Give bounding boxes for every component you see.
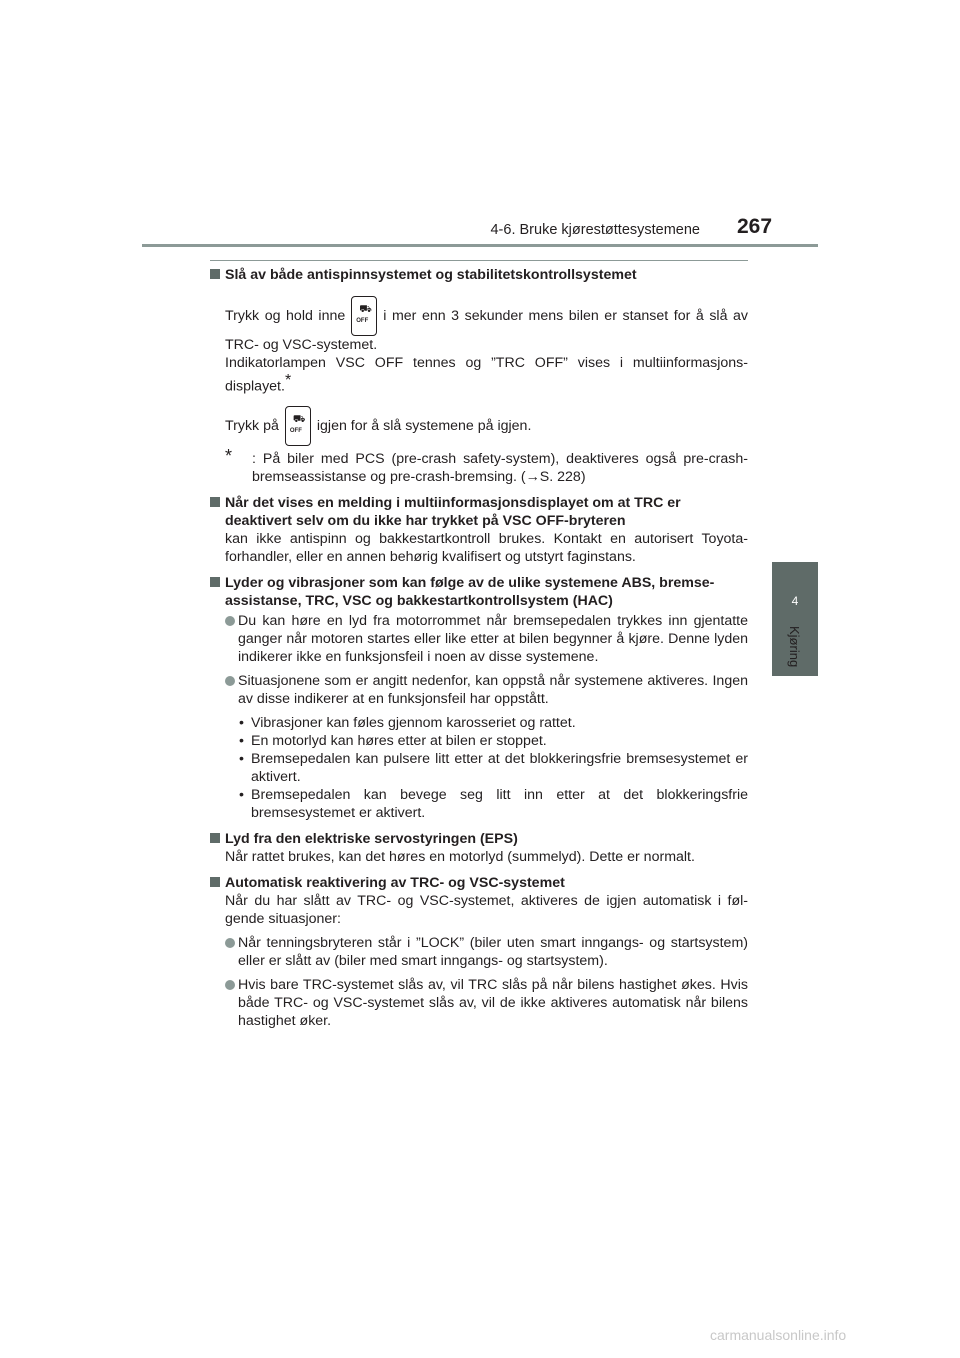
paragraph xyxy=(210,406,748,446)
section-heading xyxy=(210,266,748,284)
section-heading xyxy=(210,874,748,892)
section-title: Når det vises en melding i multiinformasjonsdisplayet om at TRC er deaktivert selv om du ikke har trykket på VSC OFF-bryteren xyxy=(225,494,681,529)
main-content xyxy=(210,266,748,1038)
off-label: OFF xyxy=(356,318,369,324)
chapter-number: 4 xyxy=(791,594,799,608)
section-heading xyxy=(210,574,748,610)
section-vsc-off xyxy=(210,266,748,486)
section-heading xyxy=(210,494,748,530)
car-skid-icon: ⛟ xyxy=(359,304,372,315)
sub-list-item: • Bremsepedalen kan pulsere litt etter at det blokkeringsfrie bremsesystemet er aktivert. xyxy=(239,750,748,785)
section-title: Lyd fra den elektriske servostyringen (EPS) xyxy=(225,830,518,847)
section-title: Slå av både antispinnsystemet og stabilitetskontrollsystemet xyxy=(225,267,637,283)
text: igjen for å slå systemene på igjen. xyxy=(316,417,532,434)
text: Bremsepedalen kan pulsere litt etter at det blokkeringsfrie bremsesystemet er aktivert. xyxy=(251,750,748,785)
vsc-off-button-icon xyxy=(285,406,311,446)
list-item xyxy=(210,612,748,666)
bullet-dot-icon xyxy=(225,980,235,990)
paragraph: Når rattet brukes, kan det høres en motorlyd (summelyd). Dette er normalt. xyxy=(225,848,695,865)
text: i mer enn 3 sekunder mens bilen er stanset for å slå av TRC- og VSC-systemet. xyxy=(225,307,749,353)
bullet-dot-icon xyxy=(225,616,235,626)
list-item xyxy=(210,672,748,708)
header-section-title: 4-6. Bruke kjørestøttesystemene xyxy=(490,222,700,238)
text: En motorlyd kan høres etter at bilen er stoppet. xyxy=(251,732,547,749)
chapter-label: Kjøring xyxy=(787,626,802,668)
paragraph: Når du har slått av TRC- og VSC-systemet, aktiveres de igjen automatisk i føl-gende situasjoner: xyxy=(225,892,748,927)
text: Når tenningsbryteren står i ”LOCK” (biler uten smart inngangs- og startsystem) eller er slått av (biler med smart inngangs- og startsystem). xyxy=(238,934,748,969)
footnote-marker: * xyxy=(284,372,292,389)
list-item xyxy=(210,934,748,970)
text: Hvis bare TRC-systemet slås av, vil TRC slås på når bilens hastighet økes. Hvis både TRC- og VSC-systemet slås av, vil de ikke aktiveres automatisk når bilens hastighet øker. xyxy=(238,976,748,1029)
sub-list-item: • En motorlyd kan høres etter at bilen er stoppet. xyxy=(239,732,547,749)
text: Trykk på xyxy=(225,417,279,434)
footnote xyxy=(210,445,748,486)
section-trc-message xyxy=(210,494,748,566)
square-bullet-icon xyxy=(210,577,220,587)
paragraph: kan ikke antispinn og bakkestartkontroll brukes. Kontakt en autorisert Toyota-forhandler, eller en annen behørig kvalifisert og utstyrt faginstans. xyxy=(225,530,748,565)
sub-list xyxy=(210,714,748,822)
text: Situasjonene som er angitt nedenfor, kan oppstå når systemene aktiveres. Ingen av disse indikerer at en funksjonsfeil har oppstått. xyxy=(238,672,748,707)
bullet-dot-icon xyxy=(225,676,235,686)
list-item xyxy=(210,976,748,1030)
text: Bremsepedalen kan bevege seg litt inn etter at det blokkeringsfrie bremsesystemet er aktivert. xyxy=(251,786,748,821)
sub-list-item: • Bremsepedalen kan bevege seg litt inn etter at det blokkeringsfrie bremsesystemet er aktivert. xyxy=(239,786,748,821)
watermark: carmanualsonline.info xyxy=(710,1327,847,1343)
content-divider xyxy=(210,260,748,261)
paragraph xyxy=(210,296,748,354)
footnote-text: : På biler med PCS (pre-crash safety-system), deaktiveres også pre-crash-bremseassistanse og pre-crash-bremsing. (→S. 228) xyxy=(252,450,748,485)
paragraph xyxy=(210,354,748,396)
square-bullet-icon xyxy=(210,877,220,887)
bullet-dot-icon xyxy=(225,938,235,948)
header-divider xyxy=(142,244,818,247)
text: Du kan høre en lyd fra motorrommet når bremsepedalen trykkes inn gjentatte ganger når motoren startes eller like etter at bilen begynner å kjøre. Denne lyden indikerer ikke en funksjonsfeil i noen av disse systemene. xyxy=(238,612,748,665)
footnote-marker: * xyxy=(225,445,233,466)
square-bullet-icon xyxy=(210,497,220,507)
off-label: OFF xyxy=(289,427,302,434)
section-heading xyxy=(210,830,748,848)
sub-list-item: • Vibrasjoner kan føles gjennom karosseriet og rattet. xyxy=(239,714,576,731)
page-number: 267 xyxy=(737,215,773,238)
section-auto-reactivation xyxy=(210,874,748,1030)
vsc-off-button-icon xyxy=(351,296,377,336)
text: Indikatorlampen VSC OFF tennes og ”TRC OFF” vises i multiinformasjons-displayet. xyxy=(225,355,748,395)
section-eps xyxy=(210,830,748,866)
square-bullet-icon xyxy=(210,833,220,843)
section-title: Automatisk reaktivering av TRC- og VSC-systemet xyxy=(225,874,565,891)
section-title: Lyder og vibrasjoner som kan følge av de ulike systemene ABS, bremse-assistanse, TRC, VSC og bakkestartkontrollsystem (HAC) xyxy=(225,574,715,609)
text: Vibrasjoner kan føles gjennom karosseriet og rattet. xyxy=(251,714,576,731)
text: Trykk og hold inne xyxy=(225,307,346,324)
car-skid-icon: ⛟ xyxy=(292,413,306,425)
section-sounds-vibrations xyxy=(210,574,748,822)
square-bullet-icon xyxy=(210,269,220,279)
